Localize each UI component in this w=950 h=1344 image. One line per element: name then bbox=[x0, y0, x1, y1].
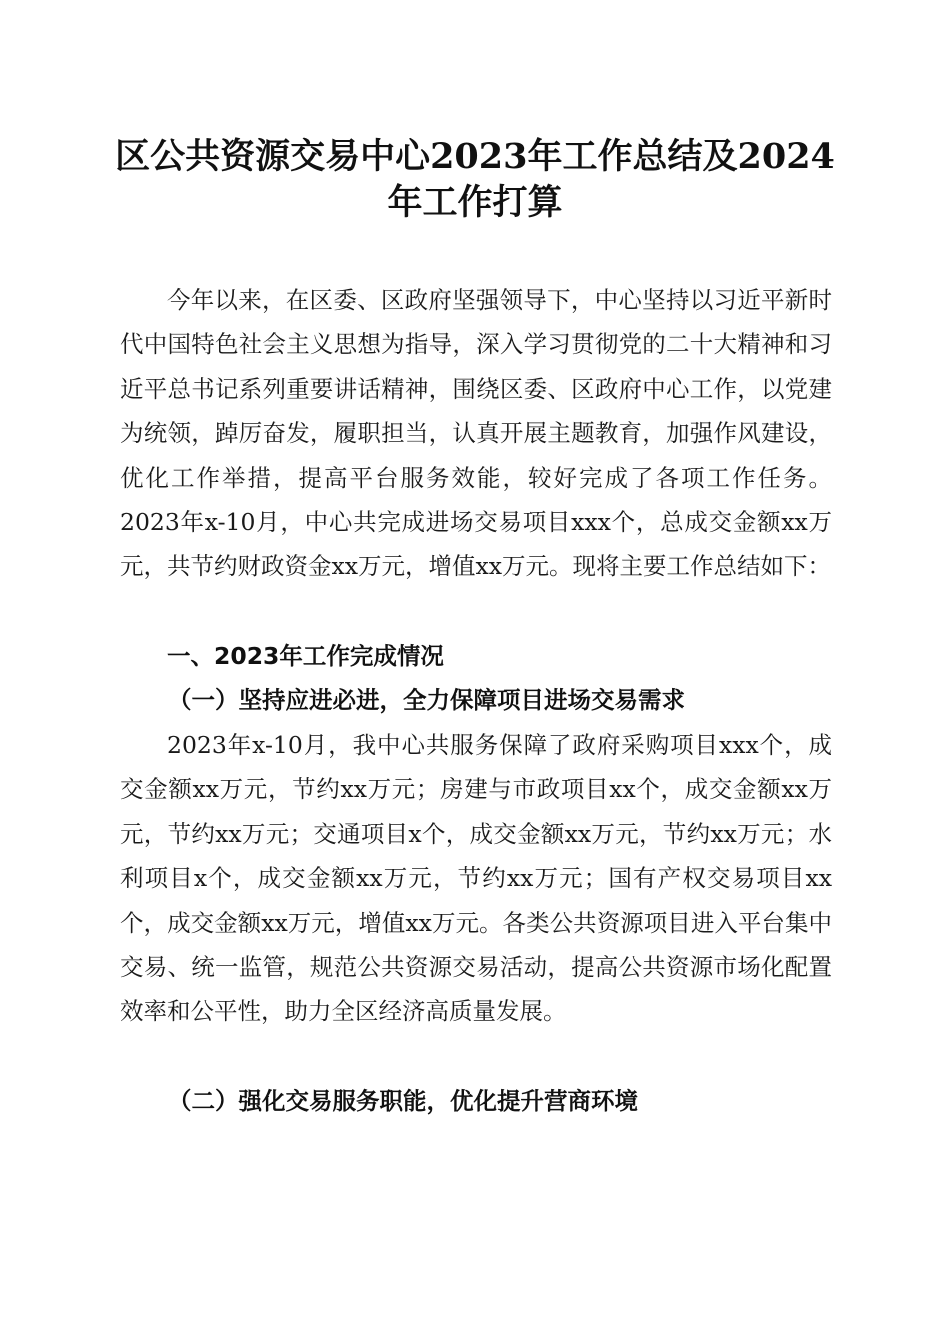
subsection-heading-1: （一）坚持应进必进，全力保障项目进场交易需求 bbox=[168, 686, 685, 714]
subsection-heading-2: （二）强化交易服务职能，优化提升营商环境 bbox=[168, 1087, 638, 1115]
intro-paragraph: 今年以来，在区委、区政府坚强领导下，中心坚持以习近平新时代中国特色社会主义思想为指导，深入学习贯彻党的二十大精神和习近平总书记系列重要讲话精神，围绕区委、区政府中心工作，以党建为统领，踔厉奋发，履职担当，认真开展主题教育，加强作风建设，优化工作举措，提高平台服务效能，较好完成了各项工作任务。2023年x-10月，中心共完成进场交易项目xxx个，总成交金额xx万元，共节约财政资金xx万元，增值xx万元。现将主要工作总结如下： bbox=[120, 286, 832, 581]
subsection-1-paragraph: 2023年x-10月，我中心共服务保障了政府采购项目xxx个，成交金额xx万元，节约xx万元；房建与市政项目xx个，成交金额xx万元，节约xx万元；交通项目x个，成交金额xx万元，节约xx万元；水利项目x个，成交金额xx万元，节约xx万元；国有产权交易项目xx个，成交金额xx万元，增值xx万元。各类公共资源项目进入平台集中交易、统一监管，规范公共资源交易活动，提高公共资源市场化配置效率和公平性，助力全区经济高质量发展。 bbox=[120, 731, 832, 1026]
section-heading-1: 一、2023年工作完成情况 bbox=[167, 642, 444, 670]
document-title: 区公共资源交易中心2023年工作总结及2024年工作打算 bbox=[115, 136, 835, 223]
